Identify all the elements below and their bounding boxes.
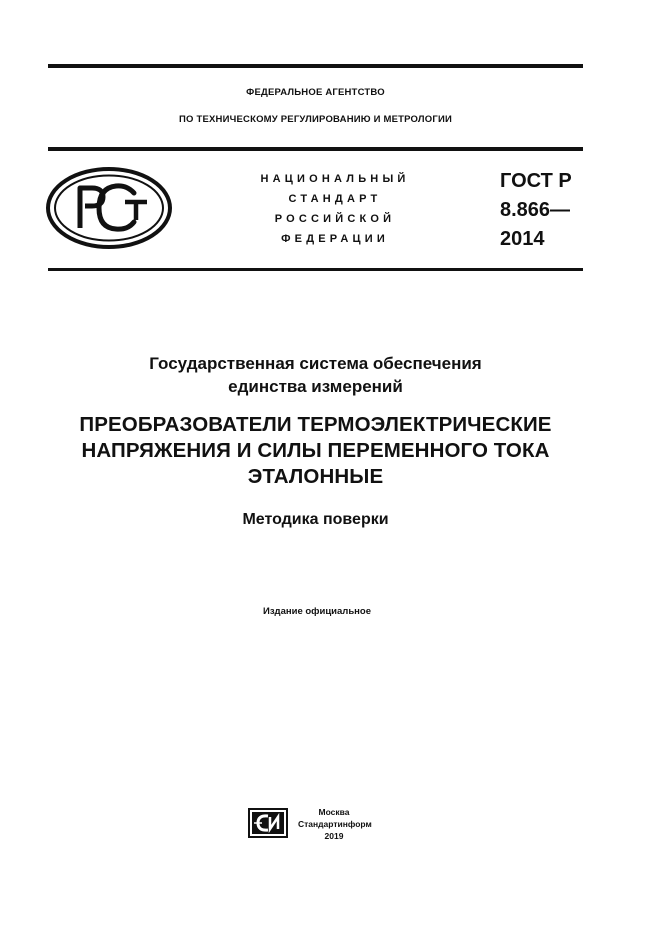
publisher-city: Москва	[318, 807, 350, 817]
national-standard-line-1: НАЦИОНАЛЬНЫЙ	[260, 173, 410, 185]
series-title	[48, 352, 583, 398]
standartinform-logo-icon	[248, 808, 288, 838]
document-subtitle: Методика поверки	[242, 511, 389, 528]
agency-line-2: ПО ТЕХНИЧЕСКОМУ РЕГУЛИРОВАНИЮ И МЕТРОЛОГИИ	[179, 114, 452, 125]
national-standard-line-4: ФЕДЕРАЦИИ	[281, 233, 389, 245]
national-standard-line-2: СТАНДАРТ	[288, 193, 382, 205]
title-line-3: ЭТАЛОННЫЕ	[247, 465, 384, 488]
title-line-1: ПРЕОБРАЗОВАТЕЛИ ТЕРМОЭЛЕКТРИЧЕСКИЕ	[79, 413, 552, 436]
agency-line-1: ФЕДЕРАЛЬНОЕ АГЕНТСТВО	[246, 87, 385, 98]
standard-block-top-rule	[48, 147, 583, 151]
gost-line-1: ГОСТ Р	[500, 170, 572, 192]
series-line-1: Государственная система обеспечения	[149, 354, 482, 373]
gost-line-2: 8.866—	[500, 199, 571, 221]
gost-line-3: 2014	[500, 228, 545, 250]
national-standard-line-3: РОССИЙСКОЙ	[274, 213, 396, 225]
title-line-2: НАПРЯЖЕНИЯ И СИЛЫ ПЕРЕМЕННОГО ТОКА	[81, 439, 550, 462]
series-line-2: единства измерений	[228, 377, 403, 396]
publisher-info	[298, 806, 370, 842]
top-rule	[48, 64, 583, 68]
gost-designation	[500, 167, 572, 254]
publisher-name: Стандартинформ	[298, 819, 372, 829]
document-title	[48, 412, 583, 490]
standard-block-bottom-rule	[48, 268, 583, 271]
publisher-year: 2019	[324, 831, 344, 841]
edition-note: Издание официальное	[263, 606, 371, 617]
rst-logo-icon	[45, 166, 173, 250]
